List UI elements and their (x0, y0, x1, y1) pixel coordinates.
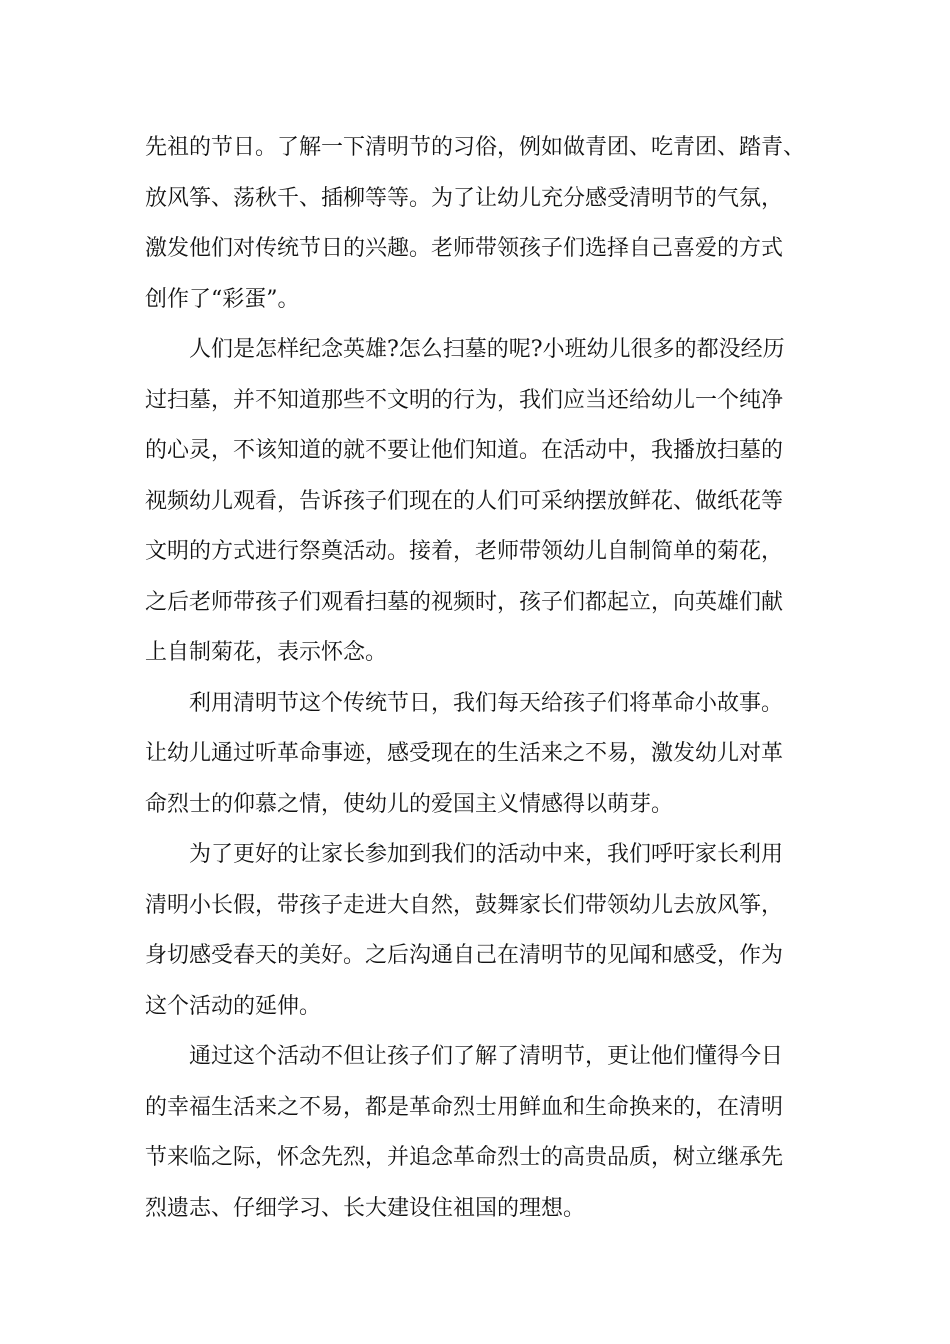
text-line: 让幼儿通过听革命事迹，感受现在的生活来之不易，激发幼儿对革 (145, 741, 784, 766)
text-line: 创作了“彩蛋”。 (145, 286, 300, 312)
text-line: 放风筝、荡秋千、插柳等等。为了让幼儿充分感受清明节的气氛， (145, 185, 784, 211)
text-line: 通过这个活动不但让孩子们了解了清明节，更让他们懂得今日 (189, 1044, 784, 1069)
text-line: 利用清明节这个传统节日，我们每天给孩子们将革命小故事。 (189, 690, 784, 716)
text-line: 先祖的节日。了解一下清明节的习俗，例如做青团、吃青团、踏青、 (145, 135, 806, 160)
text-line: 的幸福生活来之不易，都是革命烈士用鲜血和生命换来的，在清明 (145, 1094, 784, 1120)
text-line: 人们是怎样纪念英雄?怎么扫墓的呢?小班幼儿很多的都没经历 (189, 337, 785, 362)
text-line: 视频幼儿观看，告诉孩子们现在的人们可采纳摆放鲜花、做纸花等 (145, 488, 784, 514)
text-line: 文明的方式进行祭奠活动。接着，老师带领幼儿自制简单的菊花， (145, 539, 784, 564)
text-line: 身切感受春天的美好。之后沟通自己在清明节的见闻和感受，作为 (145, 943, 784, 968)
text-line: 为了更好的让家长参加到我们的活动中来，我们呼吁家长利用 (189, 842, 784, 867)
paragraph-4 (145, 830, 810, 1032)
paragraph-5 (145, 1032, 810, 1234)
text-line: 节来临之际，怀念先烈，并追念革命烈士的高贵品质，树立继承先 (145, 1145, 784, 1170)
text-line: 过扫墓，并不知道那些不文明的行为，我们应当还给幼儿一个纯净 (145, 387, 784, 413)
text-line: 这个活动的延伸。 (145, 993, 322, 1019)
paragraph-3 (145, 679, 810, 831)
text-line: 命烈士的仰慕之情，使幼儿的爱国主义情感得以萌芽。 (145, 791, 674, 817)
text-line: 之后老师带孩子们观看扫墓的视频时，孩子们都起立，向英雄们献 (145, 589, 784, 615)
text-line: 清明小长假，带孩子走进大自然，鼓舞家长们带领幼儿去放风筝， (145, 892, 784, 918)
text-line: 激发他们对传统节日的兴趣。老师带领孩子们选择自己喜爱的方式 (145, 236, 784, 261)
text-line: 烈遗志、仔细学习、长大建设住祖国的理想。 (145, 1195, 586, 1221)
body-text (145, 123, 810, 1234)
text-line: 上自制菊花，表示怀念。 (145, 640, 388, 665)
text-line: 的心灵，不该知道的就不要让他们知道。在活动中，我播放扫墓的 (145, 438, 784, 463)
paragraph-1 (145, 123, 810, 325)
paragraph-2 (145, 325, 810, 679)
